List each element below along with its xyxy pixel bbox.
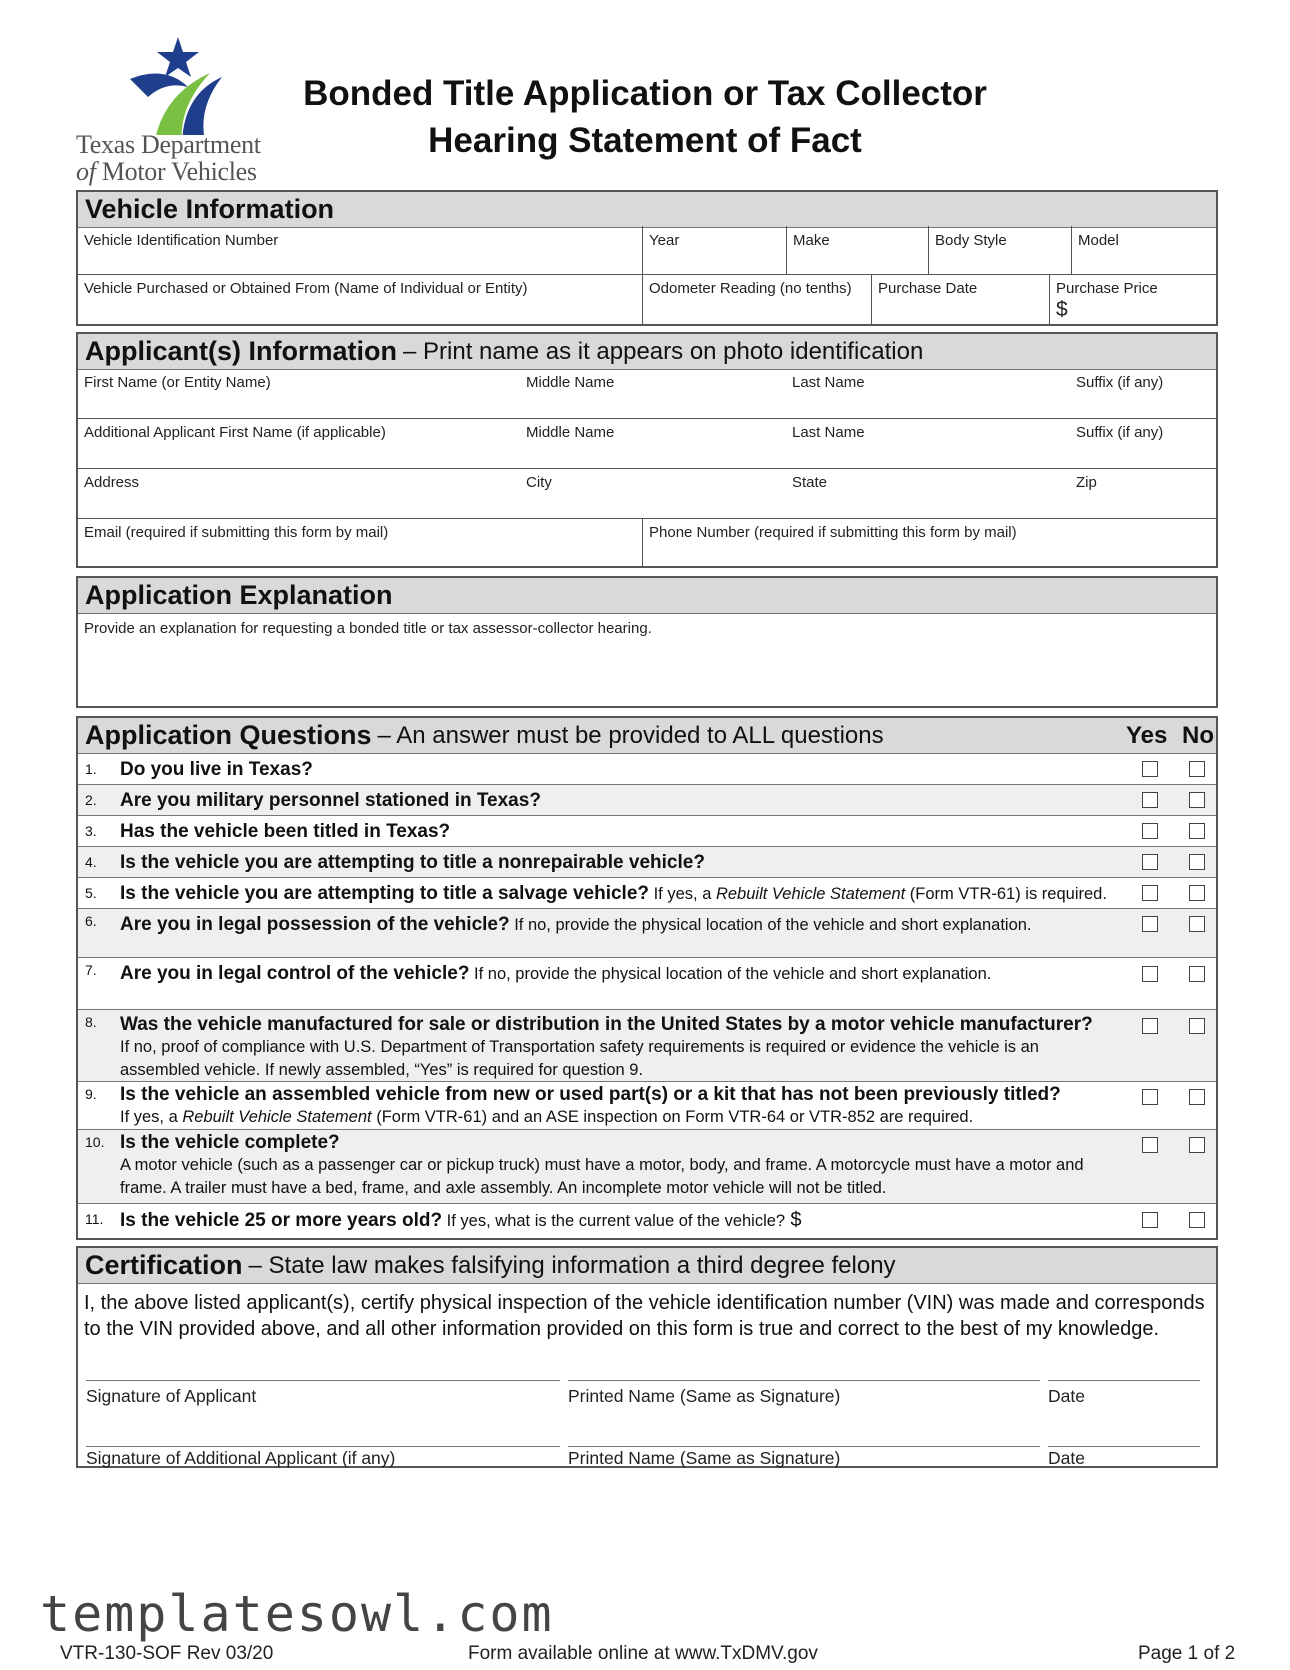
question-text: Is the vehicle an assembled vehicle from new or used part(s) or a kit that has not been previously titled? — [120, 1084, 1061, 1105]
middle-name-field[interactable]: Middle Name — [526, 374, 615, 391]
q8-yes-checkbox[interactable] — [1142, 1018, 1158, 1034]
title-line2: Hearing Statement of Fact — [428, 121, 862, 160]
q9-yes-checkbox[interactable] — [1142, 1089, 1158, 1105]
question-note-italic: Rebuilt Vehicle Statement — [715, 885, 906, 903]
certification-statement: I, the above listed applicant(s), certify physical inspection of the vehicle identification number (VIN) was made and corresponds to the VIN provided above, and all other information provided on this form is true and correct to the best of my knowledge. — [84, 1292, 1205, 1340]
question-number: 3. — [85, 823, 97, 839]
question-row — [78, 754, 1216, 785]
email-field[interactable]: Email (required if submitting this form by mail) — [84, 524, 389, 541]
question-row — [78, 878, 1216, 909]
zip-field[interactable]: Zip — [1076, 474, 1097, 491]
watermark: templatesowl.com — [40, 1585, 554, 1643]
question-row — [78, 1010, 1216, 1082]
application-questions-section — [76, 716, 1218, 1240]
question-row — [78, 909, 1216, 958]
question-number: 10. — [85, 1134, 105, 1150]
address-field[interactable]: Address — [84, 474, 140, 491]
explanation-textarea[interactable]: Provide an explanation for requesting a bonded title or tax assessor-collector hearing. — [84, 620, 652, 637]
q4-yes-checkbox[interactable] — [1142, 854, 1158, 870]
question-detail: (Form VTR-61) and an ASE inspection on Form VTR-64 or VTR-852 are required. — [371, 1108, 974, 1126]
question-text: Are you in legal possession of the vehicle? — [120, 914, 510, 935]
question-number: 8. — [85, 1014, 97, 1030]
question-text: Are you in legal control of the vehicle? — [120, 963, 470, 984]
q3-no-checkbox[interactable] — [1189, 823, 1205, 839]
q3-yes-checkbox[interactable] — [1142, 823, 1158, 839]
additional-suffix-field[interactable]: Suffix (if any) — [1076, 424, 1164, 441]
form-id: VTR-130-SOF Rev 03/20 — [60, 1643, 274, 1664]
question-text: Is the vehicle you are attempting to title a salvage vehicle? — [120, 883, 650, 904]
logo-line2-rest: Motor Vehicles — [101, 157, 257, 186]
question-note: If no, provide the physical location of the vehicle and short explanation. — [509, 916, 1032, 934]
question-detail: If no, proof of compliance with U.S. Department of Transportation safety requirements is required or evidence the vehicle is an assembled vehicle. If newly assembled, “Yes” is required for question 9. — [120, 1038, 1039, 1079]
q4-no-checkbox[interactable] — [1189, 854, 1205, 870]
body-style-field[interactable]: Body Style — [935, 232, 1007, 249]
question-row — [78, 1130, 1216, 1204]
logo-line2-prefix: of — [76, 157, 96, 186]
make-field[interactable]: Make — [793, 232, 830, 249]
phone-field[interactable]: Phone Number (required if submitting this form by mail) — [649, 524, 1017, 541]
question-note: If no, provide the physical location of the vehicle and short explanation. — [469, 965, 992, 983]
question-number: 4. — [85, 854, 97, 870]
question-number: 6. — [85, 913, 97, 929]
question-note: If yes, what is the current value of the vehicle? — [442, 1212, 786, 1230]
q6-yes-checkbox[interactable] — [1142, 916, 1158, 932]
q1-no-checkbox[interactable] — [1189, 761, 1205, 777]
last-name-field[interactable]: Last Name — [792, 374, 865, 391]
question-text: Was the vehicle manufactured for sale or distribution in the United States by a motor vehicle manufacturer? — [120, 1014, 1093, 1035]
question-row — [78, 1204, 1216, 1238]
applicant-subheading: – Print name as it appears on photo identification — [403, 337, 924, 365]
q2-no-checkbox[interactable] — [1189, 792, 1205, 808]
question-detail: If yes, a — [120, 1108, 183, 1126]
state-field[interactable]: State — [792, 474, 828, 491]
vehicle-information-section — [76, 190, 1218, 326]
question-number: 2. — [85, 792, 97, 808]
certification-section — [76, 1246, 1218, 1468]
star-logo-icon — [70, 35, 290, 135]
vehicle-heading: Vehicle Information — [85, 194, 335, 224]
question-text: Is the vehicle you are attempting to title a nonrepairable vehicle? — [120, 852, 705, 873]
model-field[interactable]: Model — [1078, 232, 1119, 249]
additional-middle-name-field[interactable]: Middle Name — [526, 424, 615, 441]
q7-no-checkbox[interactable] — [1189, 966, 1205, 982]
signature-additional-applicant-field[interactable]: Signature of Additional Applicant (if any) — [86, 1448, 396, 1468]
question-row — [78, 785, 1216, 816]
certification-heading: Certification — [85, 1250, 243, 1280]
question-text: Is the vehicle 25 or more years old? — [120, 1210, 443, 1231]
question-text: Has the vehicle been titled in Texas? — [120, 821, 451, 842]
question-number: 7. — [85, 962, 97, 978]
q11-yes-checkbox[interactable] — [1142, 1212, 1158, 1228]
printed-name-additional-field[interactable]: Printed Name (Same as Signature) — [568, 1448, 841, 1468]
q8-no-checkbox[interactable] — [1189, 1018, 1205, 1034]
page-title — [300, 70, 990, 164]
application-explanation-section — [76, 576, 1218, 708]
txdmv-logo — [70, 35, 290, 185]
question-row — [78, 1082, 1216, 1130]
questions-heading: Application Questions — [85, 720, 372, 750]
q11-no-checkbox[interactable] — [1189, 1212, 1205, 1228]
q7-yes-checkbox[interactable] — [1142, 966, 1158, 982]
question-note: If yes, a — [649, 885, 716, 903]
vin-field[interactable]: Vehicle Identification Number — [84, 232, 279, 249]
q2-yes-checkbox[interactable] — [1142, 792, 1158, 808]
logo-line1: Texas Department — [76, 130, 261, 159]
purchase-price-currency: $ — [1056, 298, 1068, 321]
q5-yes-checkbox[interactable] — [1142, 885, 1158, 901]
page-number: Page 1 of 2 — [1138, 1643, 1236, 1664]
question-number: 1. — [85, 761, 97, 777]
date-additional-field[interactable]: Date — [1048, 1448, 1085, 1468]
questions-subheading: – An answer must be provided to ALL questions — [377, 721, 884, 749]
q6-no-checkbox[interactable] — [1189, 916, 1205, 932]
odometer-field[interactable]: Odometer Reading (no tenths) — [649, 280, 852, 297]
q5-no-checkbox[interactable] — [1189, 885, 1205, 901]
signature-applicant-field[interactable]: Signature of Applicant — [86, 1386, 257, 1406]
form-online-link[interactable]: Form available online at www.TxDMV.gov — [468, 1643, 818, 1664]
vehicle-value-currency: $ — [790, 1209, 802, 1231]
q1-yes-checkbox[interactable] — [1142, 761, 1158, 777]
q9-no-checkbox[interactable] — [1189, 1089, 1205, 1105]
no-column-header: No — [1182, 721, 1214, 749]
question-row — [78, 816, 1216, 847]
yes-column-header: Yes — [1126, 721, 1168, 749]
question-row — [78, 847, 1216, 878]
question-text: Are you military personnel stationed in Texas? — [120, 790, 541, 811]
q10-yes-checkbox[interactable] — [1142, 1137, 1158, 1153]
suffix-field[interactable]: Suffix (if any) — [1076, 374, 1164, 391]
question-text: Do you live in Texas? — [120, 759, 313, 780]
question-detail: A motor vehicle (such as a passenger car or pickup truck) must have a motor, body, and frame. A motorcycle must have a motor and frame. A trailer must have a bed, frame, and axle assembly. An incomplete motor vehicle will not be titled. — [120, 1156, 1084, 1197]
purchase-price-field[interactable]: Purchase Price — [1056, 280, 1158, 297]
title-line1: Bonded Title Application or Tax Collector — [303, 74, 987, 113]
question-note: (Form VTR-61) is required. — [905, 885, 1107, 903]
explanation-heading: Application Explanation — [85, 580, 393, 610]
question-number: 9. — [85, 1086, 97, 1102]
printed-name-field[interactable]: Printed Name (Same as Signature) — [568, 1386, 841, 1406]
additional-last-name-field[interactable]: Last Name — [792, 424, 865, 441]
city-field[interactable]: City — [526, 474, 552, 491]
date-field[interactable]: Date — [1048, 1386, 1085, 1406]
first-name-field[interactable]: First Name (or Entity Name) — [84, 374, 271, 391]
q10-no-checkbox[interactable] — [1189, 1137, 1205, 1153]
question-number: 5. — [85, 885, 97, 901]
certification-subheading: – State law makes falsifying information a third degree felony — [248, 1251, 896, 1279]
question-detail-italic: Rebuilt Vehicle Statement — [182, 1108, 372, 1126]
purchased-from-field[interactable]: Vehicle Purchased or Obtained From (Name of Individual or Entity) — [84, 280, 528, 297]
question-row — [78, 958, 1216, 1010]
question-number: 11. — [85, 1211, 104, 1227]
applicant-information-section — [76, 332, 1218, 568]
applicant-heading: Applicant(s) Information — [85, 336, 397, 366]
purchase-date-field[interactable]: Purchase Date — [878, 280, 978, 297]
year-field[interactable]: Year — [649, 232, 680, 249]
additional-first-name-field[interactable]: Additional Applicant First Name (if applicable) — [84, 424, 386, 441]
question-text: Is the vehicle complete? — [120, 1132, 340, 1153]
